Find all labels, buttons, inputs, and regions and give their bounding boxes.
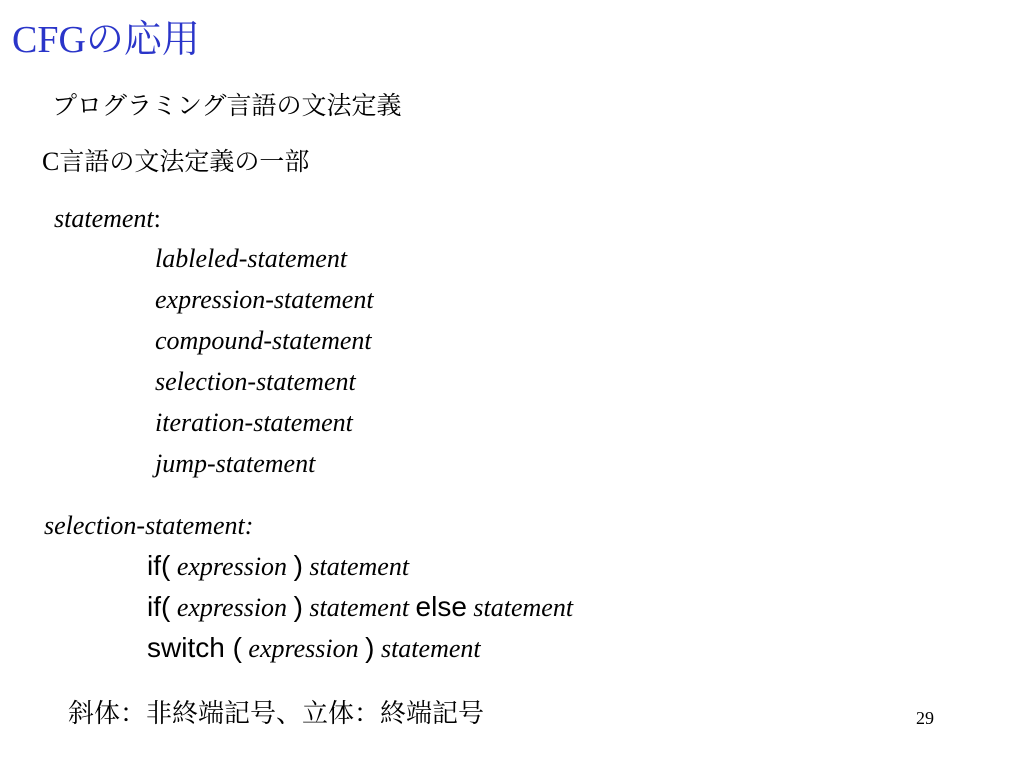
slide-title: CFGの応用	[12, 19, 200, 61]
statement-alternative: iteration-statement	[155, 408, 353, 437]
terminal-close-paren: )	[293, 591, 303, 622]
selection-rule-switch	[147, 627, 573, 668]
nonterminal-statement: statement	[380, 634, 481, 663]
subtitle-c-grammar	[42, 142, 309, 178]
terminal-close-paren: )	[293, 550, 303, 581]
subtitle-c-letter: C	[42, 147, 60, 176]
footer-legend-note: 斜体：非終端記号、立体：終端記号	[68, 699, 485, 729]
nonterminal-expression: expression	[248, 634, 359, 663]
page-number: 29	[916, 708, 934, 728]
nonterminal-statement: statement	[309, 593, 410, 622]
statement-alternative: jump-statement	[155, 449, 316, 478]
terminal-close-paren: )	[365, 632, 375, 663]
subtitle-programming-grammar: プログラミング言語の文法定義	[52, 91, 402, 120]
statement-alternative: expression-statement	[155, 285, 374, 314]
statement-alternative: lableled-statement	[155, 244, 348, 273]
selection-rule-head: selection-statement:	[44, 511, 254, 540]
terminal-if: if(	[147, 550, 171, 581]
statement-colon: :	[153, 204, 161, 233]
subtitle-c-rest: 言語の文法定義の一部	[59, 147, 310, 176]
nonterminal-statement: statement	[309, 552, 410, 581]
statement-alternatives	[155, 238, 374, 484]
terminal-switch: switch (	[147, 632, 242, 663]
statement-alternative: compound-statement	[155, 326, 372, 355]
nonterminal-expression: expression	[176, 552, 288, 581]
selection-rule-if	[147, 545, 573, 586]
statement-rule-head	[54, 198, 161, 239]
terminal-else: else	[415, 591, 467, 622]
statement-alternative: selection-statement	[155, 367, 356, 396]
selection-alternatives	[147, 545, 573, 668]
nonterminal-statement: statement	[473, 593, 574, 622]
nonterminal-expression: expression	[176, 593, 288, 622]
terminal-if: if(	[147, 591, 171, 622]
statement-nonterminal: statement	[54, 204, 154, 233]
selection-rule-if-else	[147, 586, 573, 627]
